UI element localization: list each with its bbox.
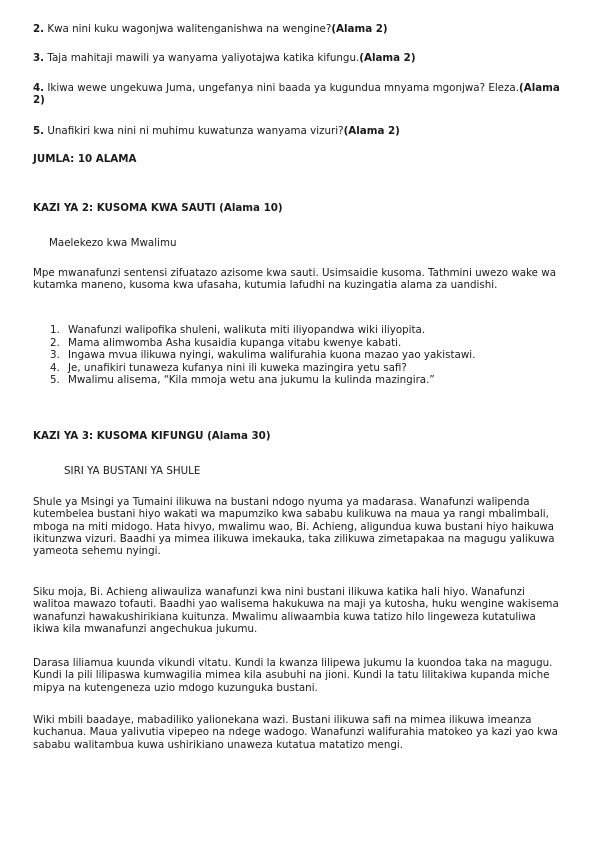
task-2-heading: KAZI YA 2: KUSOMA KWA SAUTI (Alama 10) [33, 202, 283, 214]
sentence-text: Mama alimwomba Asha kusaidia kupanga vitabu kwenye kabati. [68, 336, 402, 349]
reading-sentences-list [50, 324, 565, 387]
question-marks: (Alama 2) [331, 23, 388, 35]
list-item [50, 324, 565, 337]
sentence-text: Mwalimu alisema, “Kila mmoja wetu ana jukumu la kulinda mazingira.” [68, 374, 435, 387]
story-paragraph-4: Wiki mbili baadaye, mabadiliko yalionekana wazi. Bustani ilikuwa safi na mimea ilikuwa imeanza kuchanua. Maua yalivutia vipepeo na ndege wadogo. Wanafunzi walifurahia matokeo ya kazi yao kwa sababu walitambua kuwa ushirikiano unaweza kutatua matatizo mengi. [33, 714, 558, 751]
task-3-heading: KAZI YA 3: KUSOMA KIFUNGU (Alama 30) [33, 430, 271, 442]
question-number: 5. [33, 125, 45, 137]
story-paragraph-1: Shule ya Msingi ya Tumaini ilikuwa na bustani ndogo nyuma ya madarasa. Wanafunzi walipenda kutembelea bustani hiyo wakati wa mapumziko kwa sababu kulikuwa na maua ya rangi mbalimbali, mboga na miti midogo. Hata hivyo, mwalimu wao, Bi. Achieng, aligundua kuwa bustani hiyo haikuwa ikitunzwa vizuri. Baadhi ya mimea ilikuwa imekauka, taka zilikuwa zimetapakaa na magugu yalikuwa yameota sehemu nyingi. [33, 496, 555, 558]
list-item [50, 374, 565, 387]
list-number: 5. [50, 374, 60, 387]
question-text: Ikiwa wewe ungekuwa Juma, ungefanya nini baada ya kugundua mnyama mgonjwa? Eleza. [47, 82, 520, 94]
question-5 [33, 125, 568, 137]
list-item [50, 349, 565, 362]
question-4 [33, 82, 568, 107]
list-number: 1. [50, 324, 60, 336]
question-3 [33, 52, 568, 64]
question-text: Unafikiri kwa nini ni muhimu kuwatunza wanyama vizuri? [47, 125, 344, 137]
question-number: 2. [33, 23, 45, 35]
sentence-text: Ingawa mvua ilikuwa nyingi, wakulima walifurahia kuona mazao yao yakistawi. [68, 349, 476, 362]
question-marks: (Alama 2) [359, 52, 416, 64]
story-title: SIRI YA BUSTANI YA SHULE [64, 465, 201, 477]
question-marks: (Alama 2) [33, 82, 560, 107]
list-item [50, 337, 565, 350]
question-text: Kwa nini kuku wagonjwa walitenganishwa na wengine? [47, 23, 332, 35]
question-marks: (Alama 2) [343, 125, 400, 137]
story-paragraph-2: Siku moja, Bi. Achieng aliwauliza wanafunzi kwa nini bustani ilikuwa katika hali hiyo. Wanafunzi walitoa mawazo tofauti. Baadhi yao walisema hakukuwa na maji ya kutosha, huku wengine wakisema wanafunzi hawakushirikiana kuitunza. Mwalimu aliwaambia kuwa tatizo hilo lingeweza kutatuliwa ikiwa kila mwanafunzi angechukua jukumu. [33, 586, 559, 635]
list-item [50, 362, 565, 375]
total-marks: JUMLA: 10 ALAMA [33, 153, 137, 165]
sentence-text: Wanafunzi walipofika shuleni, walikuta miti iliyopandwa wiki iliyopita. [68, 324, 426, 336]
question-2 [33, 23, 568, 35]
question-number: 4. [33, 82, 45, 94]
question-number: 3. [33, 52, 45, 64]
teacher-instructions-label: Maelekezo kwa Mwalimu [49, 237, 177, 249]
sentence-text: Je, unafikiri tunaweza kufanya nini ili kuweka mazingira yetu safi? [68, 361, 407, 374]
list-number: 2. [50, 336, 60, 349]
list-number: 4. [50, 361, 60, 374]
task-2-instruction: Mpe mwanafunzi sentensi zifuatazo azisome kwa sauti. Usimsaidie kusoma. Tathmini uwezo wake wa kutamka maneno, kusoma kwa ufasaha, kutumia lafudhi na kuzingatia alama za uandishi. [33, 267, 556, 292]
list-number: 3. [50, 349, 60, 362]
question-text: Taja mahitaji mawili ya wanyama yaliyotajwa katika kifungu. [47, 52, 360, 64]
story-paragraph-3: Darasa liliamua kuunda vikundi vitatu. Kundi la kwanza lilipewa jukumu la kuondoa taka na magugu. Kundi la pili lilipaswa kumwagilia mimea kila asubuhi na jioni. Kundi la tatu lilitakiwa kupanda miche mipya na kutengeneza uzio mdogo kuzunguka bustani. [33, 657, 553, 694]
